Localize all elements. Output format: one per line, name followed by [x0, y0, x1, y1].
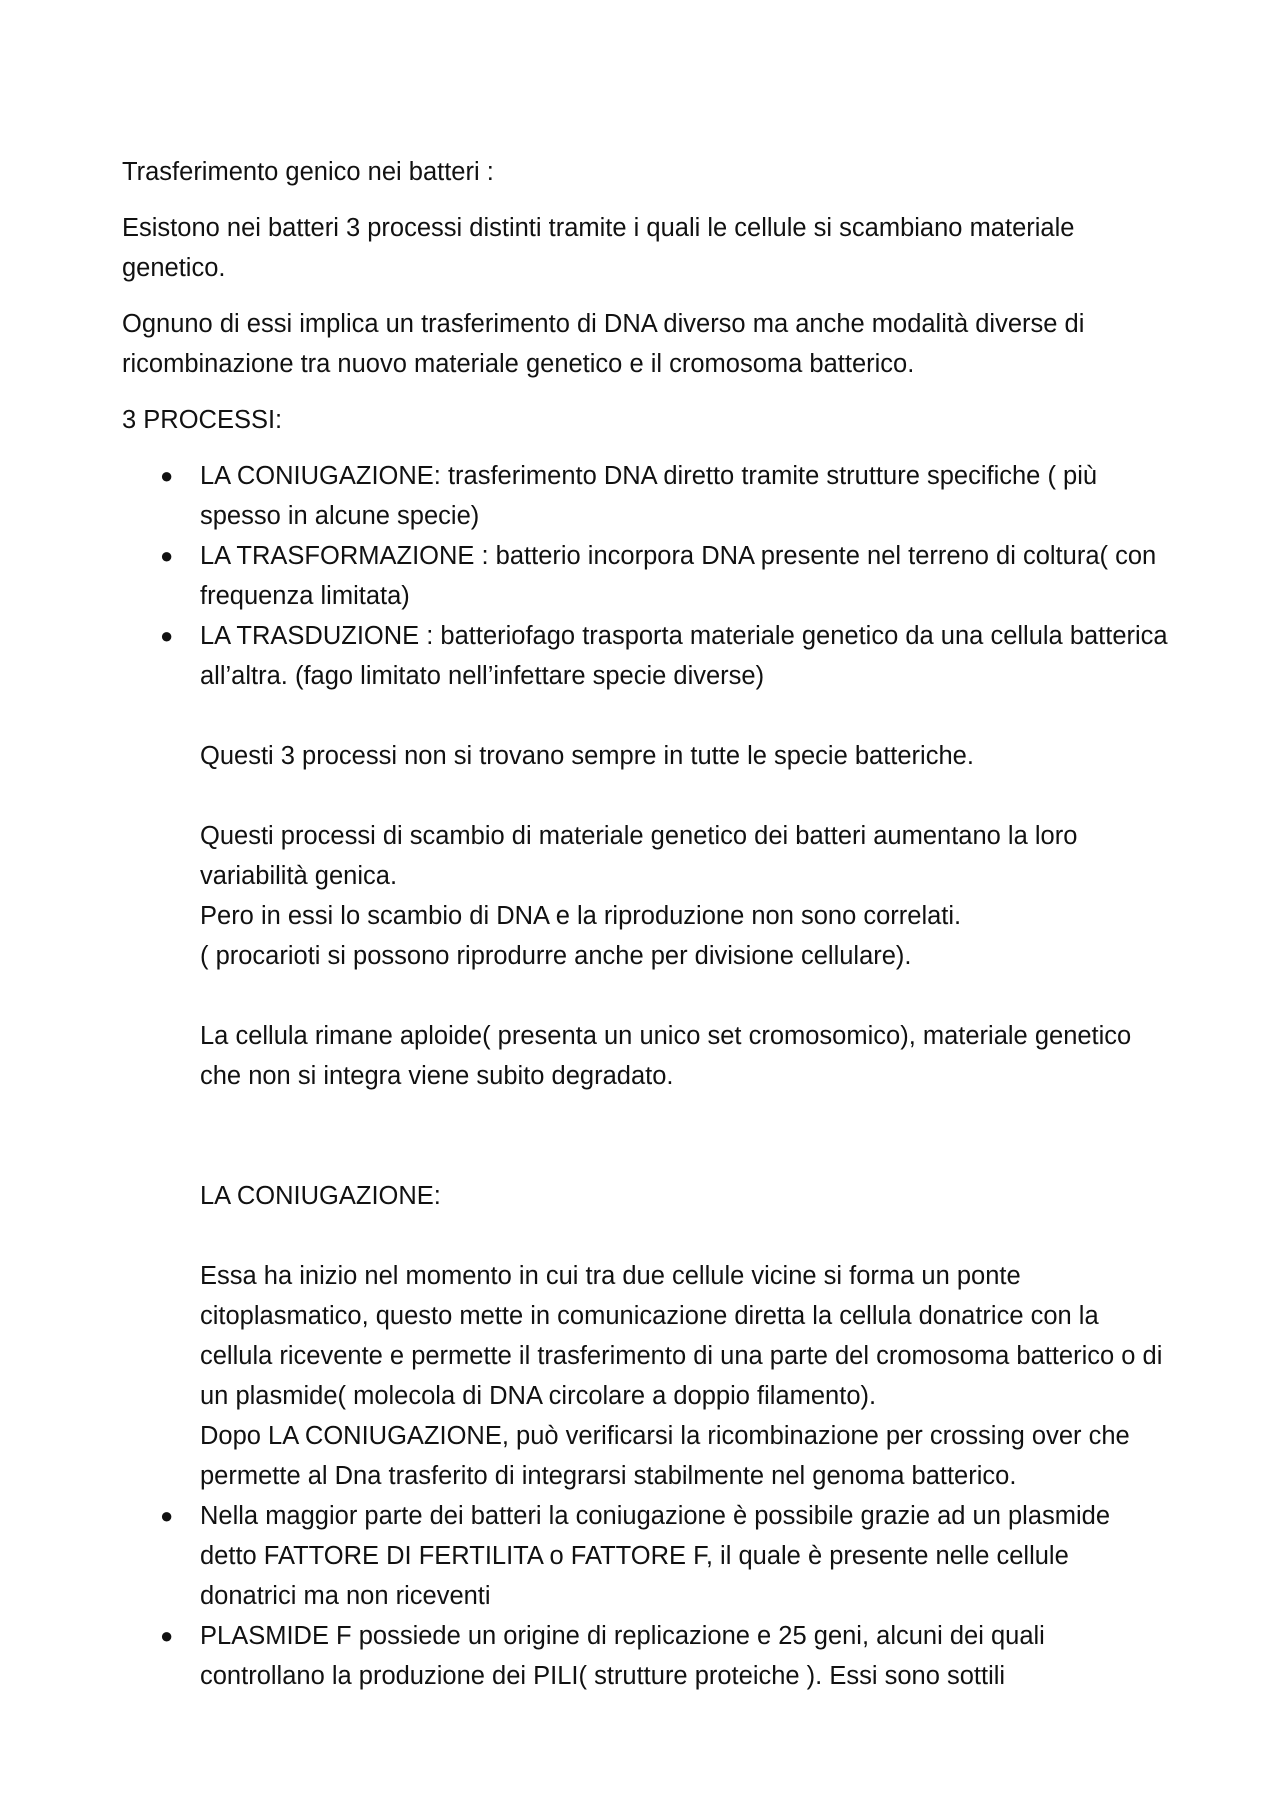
- list-item: [122, 456, 1172, 536]
- coniugazione-paragraph-2: Dopo LA CONIUGAZIONE, può verificarsi la ricombinazione per crossing over che permette al Dna trasferito di integrarsi stabilmente nel genoma batterico.: [200, 1422, 1130, 1490]
- note-variability-line: Pero in essi lo scambio di DNA e la riproduzione non sono correlati.: [200, 902, 962, 930]
- coniugazione-list: [122, 1496, 1172, 1696]
- processes-heading: 3 PROCESSI:: [122, 406, 283, 434]
- processes-list: [122, 456, 1172, 696]
- document-title: Trasferimento genico nei batteri :: [122, 158, 494, 186]
- bullet-icon: ●: [160, 543, 174, 568]
- list-item-text: LA CONIUGAZIONE: trasferimento DNA diretto tramite strutture specifiche ( più spesso in alcune specie): [200, 462, 1098, 530]
- bullet-icon: ●: [160, 463, 174, 488]
- list-item: [122, 1616, 1172, 1696]
- list-item: [122, 616, 1172, 696]
- list-item: [122, 536, 1172, 616]
- bullet-icon: ●: [160, 1623, 174, 1648]
- note-processes-distribution: Questi 3 processi non si trovano sempre in tutte le specie batteriche.: [200, 742, 974, 770]
- document-page: [122, 152, 1172, 1696]
- note-variability: [200, 816, 1172, 976]
- intro-paragraph: Esistono nei batteri 3 processi distinti tramite i quali le cellule si scambiano materiale genetico.: [122, 214, 1075, 282]
- section-heading-coniugazione: LA CONIUGAZIONE:: [200, 1182, 441, 1210]
- list-item-text: Nella maggior parte dei batteri la coniugazione è possibile grazie ad un plasmide detto FATTORE DI FERTILITA o FATTORE F, il quale è presente nelle cellule donatrici ma non riceventi: [200, 1502, 1111, 1610]
- second-paragraph: Ognuno di essi implica un trasferimento di DNA diverso ma anche modalità diverse di ricombinazione tra nuovo materiale genetico e il cromosoma batterico.: [122, 310, 1085, 378]
- coniugazione-paragraph: Essa ha inizio nel momento in cui tra due cellule vicine si forma un ponte citoplasmatico, questo mette in comunicazione diretta la cellula donatrice con la cellula ricevente e permette il trasferimento di una parte del cromosoma batterico o di un plasmide( molecola di DNA circolare a doppio filamento).: [200, 1262, 1163, 1410]
- note-variability-line: ( procarioti si possono riprodurre anche per divisione cellulare).: [200, 942, 912, 970]
- bullet-icon: ●: [160, 623, 174, 648]
- note-variability-line: Questi processi di scambio di materiale genetico dei batteri aumentano la loro variabilità genica.: [200, 822, 1078, 890]
- list-item: [122, 1496, 1172, 1616]
- list-item-text: PLASMIDE F possiede un origine di replicazione e 25 geni, alcuni dei quali controllano la produzione dei PILI( strutture proteiche ). Essi sono sottili: [200, 1622, 1045, 1690]
- bullet-icon: ●: [160, 1503, 174, 1528]
- note-aploide: La cellula rimane aploide( presenta un unico set cromosomico), materiale genetico che non si integra viene subito degradato.: [200, 1022, 1132, 1090]
- list-item-text: LA TRASFORMAZIONE : batterio incorpora DNA presente nel terreno di coltura( con frequenza limitata): [200, 542, 1157, 610]
- list-item-text: LA TRASDUZIONE : batteriofago trasporta materiale genetico da una cellula batterica all’altra. (fago limitato nell’infettare specie diverse): [200, 622, 1168, 690]
